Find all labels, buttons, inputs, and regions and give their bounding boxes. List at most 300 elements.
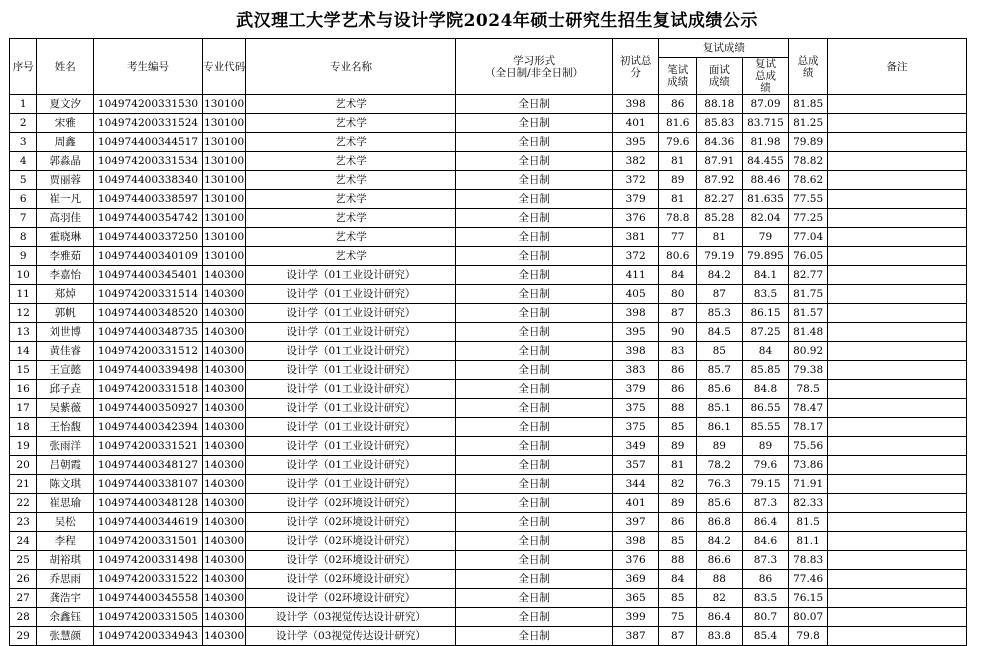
written-cell: 87 bbox=[659, 627, 697, 646]
seq-cell: 23 bbox=[10, 513, 37, 532]
remarks-cell bbox=[827, 475, 966, 494]
written-cell: 90 bbox=[659, 323, 697, 342]
study-mode-cell: 全日制 bbox=[456, 304, 612, 323]
name-cell: 张雨洋 bbox=[37, 437, 94, 456]
exam-id-cell: 104974400348127 bbox=[94, 456, 203, 475]
name-cell: 李程 bbox=[37, 532, 94, 551]
total-cell: 81.25 bbox=[789, 114, 828, 133]
major-code-cell: 140300 bbox=[202, 589, 246, 608]
initial-total-cell: 381 bbox=[612, 228, 659, 247]
written-cell: 82 bbox=[659, 475, 697, 494]
major-code-cell: 140300 bbox=[202, 342, 246, 361]
study-mode-cell: 全日制 bbox=[456, 589, 612, 608]
written-cell: 88 bbox=[659, 551, 697, 570]
retest-total-cell: 79.15 bbox=[742, 475, 789, 494]
interview-cell: 85 bbox=[696, 342, 742, 361]
name-cell: 吴松 bbox=[37, 513, 94, 532]
major-name-cell: 设计学（01工业设计研究） bbox=[246, 475, 456, 494]
study-mode-cell: 全日制 bbox=[456, 95, 612, 114]
major-code-cell: 130100 bbox=[202, 133, 246, 152]
written-cell: 85 bbox=[659, 589, 697, 608]
name-cell: 崔思瑜 bbox=[37, 494, 94, 513]
major-name-cell: 设计学（01工业设计研究） bbox=[246, 437, 456, 456]
written-cell: 84 bbox=[659, 266, 697, 285]
retest-total-cell: 86.15 bbox=[742, 304, 789, 323]
name-cell: 刘世博 bbox=[37, 323, 94, 342]
exam-id-cell: 104974200331512 bbox=[94, 342, 203, 361]
major-name-cell: 设计学（01工业设计研究） bbox=[246, 380, 456, 399]
table-row bbox=[10, 266, 967, 285]
remarks-cell bbox=[827, 247, 966, 266]
name-cell: 吕朝霞 bbox=[37, 456, 94, 475]
study-mode-cell: 全日制 bbox=[456, 171, 612, 190]
written-cell: 86 bbox=[659, 95, 697, 114]
retest-total-cell: 89 bbox=[742, 437, 789, 456]
initial-total-cell: 372 bbox=[612, 247, 659, 266]
name-cell: 贾丽蓉 bbox=[37, 171, 94, 190]
interview-cell: 85.6 bbox=[696, 494, 742, 513]
initial-total-cell: 375 bbox=[612, 399, 659, 418]
remarks-cell bbox=[827, 266, 966, 285]
total-cell: 80.07 bbox=[789, 608, 828, 627]
remarks-cell bbox=[827, 342, 966, 361]
major-name-cell: 设计学（02环境设计研究） bbox=[246, 513, 456, 532]
initial-total-cell: 376 bbox=[612, 209, 659, 228]
initial-total-cell: 395 bbox=[612, 133, 659, 152]
initial-total-cell: 376 bbox=[612, 551, 659, 570]
table-row bbox=[10, 304, 967, 323]
major-code-cell: 140300 bbox=[202, 361, 246, 380]
initial-total-cell: 349 bbox=[612, 437, 659, 456]
table-row bbox=[10, 437, 967, 456]
total-cell: 78.5 bbox=[789, 380, 828, 399]
written-cell: 83 bbox=[659, 342, 697, 361]
written-cell: 85 bbox=[659, 532, 697, 551]
retest-total-cell: 86.4 bbox=[742, 513, 789, 532]
exam-id-cell: 104974400354742 bbox=[94, 209, 203, 228]
initial-total-cell: 399 bbox=[612, 608, 659, 627]
major-name-cell: 设计学（02环境设计研究） bbox=[246, 570, 456, 589]
study-mode-cell: 全日制 bbox=[456, 608, 612, 627]
table-row bbox=[10, 494, 967, 513]
interview-cell: 85.7 bbox=[696, 361, 742, 380]
header-name: 姓名 bbox=[37, 39, 94, 95]
study-mode-cell: 全日制 bbox=[456, 494, 612, 513]
total-cell: 81.5 bbox=[789, 513, 828, 532]
study-mode-cell: 全日制 bbox=[456, 437, 612, 456]
exam-id-cell: 104974200331521 bbox=[94, 437, 203, 456]
major-code-cell: 140300 bbox=[202, 418, 246, 437]
major-name-cell: 设计学（01工业设计研究） bbox=[246, 418, 456, 437]
written-cell: 81.6 bbox=[659, 114, 697, 133]
remarks-cell bbox=[827, 323, 966, 342]
remarks-cell bbox=[827, 608, 966, 627]
table-row bbox=[10, 608, 967, 627]
seq-cell: 26 bbox=[10, 570, 37, 589]
total-cell: 76.05 bbox=[789, 247, 828, 266]
study-mode-cell: 全日制 bbox=[456, 418, 612, 437]
interview-cell: 89 bbox=[696, 437, 742, 456]
initial-total-cell: 398 bbox=[612, 342, 659, 361]
table-row bbox=[10, 456, 967, 475]
initial-total-cell: 383 bbox=[612, 361, 659, 380]
exam-id-cell: 104974200331514 bbox=[94, 285, 203, 304]
header-written: 笔试成绩 bbox=[659, 58, 697, 95]
interview-cell: 85.28 bbox=[696, 209, 742, 228]
interview-cell: 82.27 bbox=[696, 190, 742, 209]
seq-cell: 20 bbox=[10, 456, 37, 475]
major-name-cell: 艺术学 bbox=[246, 133, 456, 152]
retest-total-cell: 82.04 bbox=[742, 209, 789, 228]
retest-total-cell: 86 bbox=[742, 570, 789, 589]
major-name-cell: 设计学（03视觉传达设计研究） bbox=[246, 627, 456, 646]
study-mode-cell: 全日制 bbox=[456, 228, 612, 247]
table-row bbox=[10, 209, 967, 228]
total-cell: 80.92 bbox=[789, 342, 828, 361]
major-code-cell: 130100 bbox=[202, 247, 246, 266]
interview-cell: 76.3 bbox=[696, 475, 742, 494]
retest-total-cell: 84.8 bbox=[742, 380, 789, 399]
name-cell: 王怡馥 bbox=[37, 418, 94, 437]
study-mode-cell: 全日制 bbox=[456, 361, 612, 380]
retest-total-cell: 84.1 bbox=[742, 266, 789, 285]
total-cell: 81.57 bbox=[789, 304, 828, 323]
name-cell: 乔思雨 bbox=[37, 570, 94, 589]
remarks-cell bbox=[827, 114, 966, 133]
name-cell: 霍晓琳 bbox=[37, 228, 94, 247]
header-study-mode-sub: （全日制/非全日制） bbox=[485, 66, 584, 79]
written-cell: 81 bbox=[659, 152, 697, 171]
seq-cell: 10 bbox=[10, 266, 37, 285]
major-code-cell: 140300 bbox=[202, 494, 246, 513]
exam-id-cell: 104974200331518 bbox=[94, 380, 203, 399]
initial-total-cell: 395 bbox=[612, 323, 659, 342]
page-title: 武汉理工大学艺术与设计学院2024年硕士研究生招生复试成绩公示 bbox=[236, 11, 758, 31]
header-retest-group: 复试成绩 bbox=[659, 39, 789, 58]
major-name-cell: 艺术学 bbox=[246, 209, 456, 228]
remarks-cell bbox=[827, 285, 966, 304]
seq-cell: 22 bbox=[10, 494, 37, 513]
exam-id-cell: 104974400350927 bbox=[94, 399, 203, 418]
table-row bbox=[10, 380, 967, 399]
table-row bbox=[10, 95, 967, 114]
retest-total-cell: 81.635 bbox=[742, 190, 789, 209]
interview-cell: 85.3 bbox=[696, 304, 742, 323]
table-row bbox=[10, 285, 967, 304]
initial-total-cell: 365 bbox=[612, 589, 659, 608]
table-row bbox=[10, 323, 967, 342]
remarks-cell bbox=[827, 361, 966, 380]
initial-total-cell: 369 bbox=[612, 570, 659, 589]
name-cell: 李雅茹 bbox=[37, 247, 94, 266]
exam-id-cell: 104974400345401 bbox=[94, 266, 203, 285]
interview-cell: 84.5 bbox=[696, 323, 742, 342]
major-name-cell: 设计学（03视觉传达设计研究） bbox=[246, 608, 456, 627]
study-mode-cell: 全日制 bbox=[456, 266, 612, 285]
total-cell: 81.48 bbox=[789, 323, 828, 342]
major-code-cell: 140300 bbox=[202, 475, 246, 494]
major-name-cell: 设计学（02环境设计研究） bbox=[246, 589, 456, 608]
major-code-cell: 140300 bbox=[202, 627, 246, 646]
remarks-cell bbox=[827, 152, 966, 171]
remarks-cell bbox=[827, 209, 966, 228]
written-cell: 80.6 bbox=[659, 247, 697, 266]
major-name-cell: 艺术学 bbox=[246, 114, 456, 133]
interview-cell: 87 bbox=[696, 285, 742, 304]
exam-id-cell: 104974400344517 bbox=[94, 133, 203, 152]
table-row bbox=[10, 114, 967, 133]
seq-cell: 4 bbox=[10, 152, 37, 171]
retest-total-cell: 87.09 bbox=[742, 95, 789, 114]
seq-cell: 6 bbox=[10, 190, 37, 209]
retest-total-cell: 85.85 bbox=[742, 361, 789, 380]
study-mode-cell: 全日制 bbox=[456, 114, 612, 133]
study-mode-cell: 全日制 bbox=[456, 380, 612, 399]
initial-total-cell: 401 bbox=[612, 494, 659, 513]
written-cell: 89 bbox=[659, 494, 697, 513]
interview-cell: 84.2 bbox=[696, 266, 742, 285]
initial-total-cell: 379 bbox=[612, 380, 659, 399]
remarks-cell bbox=[827, 437, 966, 456]
remarks-cell bbox=[827, 570, 966, 589]
major-code-cell: 140300 bbox=[202, 266, 246, 285]
name-cell: 陈文琪 bbox=[37, 475, 94, 494]
name-cell: 黄佳睿 bbox=[37, 342, 94, 361]
remarks-cell bbox=[827, 456, 966, 475]
written-cell: 81 bbox=[659, 190, 697, 209]
study-mode-cell: 全日制 bbox=[456, 532, 612, 551]
seq-cell: 2 bbox=[10, 114, 37, 133]
table-row bbox=[10, 152, 967, 171]
study-mode-cell: 全日制 bbox=[456, 513, 612, 532]
seq-cell: 12 bbox=[10, 304, 37, 323]
seq-cell: 29 bbox=[10, 627, 37, 646]
retest-total-cell: 87.25 bbox=[742, 323, 789, 342]
remarks-cell bbox=[827, 133, 966, 152]
remarks-cell bbox=[827, 190, 966, 209]
table-row bbox=[10, 228, 967, 247]
study-mode-cell: 全日制 bbox=[456, 190, 612, 209]
seq-cell: 25 bbox=[10, 551, 37, 570]
major-name-cell: 设计学（02环境设计研究） bbox=[246, 494, 456, 513]
major-name-cell: 设计学（01工业设计研究） bbox=[246, 399, 456, 418]
exam-id-cell: 104974200331498 bbox=[94, 551, 203, 570]
header-retest-total: 复试总成绩 bbox=[742, 58, 789, 95]
total-cell: 79.38 bbox=[789, 361, 828, 380]
exam-id-cell: 104974400337250 bbox=[94, 228, 203, 247]
seq-cell: 15 bbox=[10, 361, 37, 380]
interview-cell: 84.2 bbox=[696, 532, 742, 551]
retest-total-cell: 83.5 bbox=[742, 285, 789, 304]
exam-id-cell: 104974400340109 bbox=[94, 247, 203, 266]
written-cell: 87 bbox=[659, 304, 697, 323]
retest-total-cell: 86.55 bbox=[742, 399, 789, 418]
major-name-cell: 艺术学 bbox=[246, 95, 456, 114]
retest-total-cell: 79.6 bbox=[742, 456, 789, 475]
seq-cell: 9 bbox=[10, 247, 37, 266]
major-code-cell: 140300 bbox=[202, 285, 246, 304]
major-code-cell: 140300 bbox=[202, 513, 246, 532]
initial-total-cell: 411 bbox=[612, 266, 659, 285]
exam-id-cell: 104974400348735 bbox=[94, 323, 203, 342]
header-major-code: 专业代码 bbox=[202, 39, 246, 95]
major-code-cell: 130100 bbox=[202, 190, 246, 209]
remarks-cell bbox=[827, 627, 966, 646]
exam-id-cell: 104974200331522 bbox=[94, 570, 203, 589]
exam-id-cell: 104974400348128 bbox=[94, 494, 203, 513]
retest-total-cell: 81.98 bbox=[742, 133, 789, 152]
total-cell: 81.1 bbox=[789, 532, 828, 551]
name-cell: 胡裕琪 bbox=[37, 551, 94, 570]
study-mode-cell: 全日制 bbox=[456, 551, 612, 570]
study-mode-cell: 全日制 bbox=[456, 627, 612, 646]
study-mode-cell: 全日制 bbox=[456, 247, 612, 266]
major-name-cell: 艺术学 bbox=[246, 190, 456, 209]
header-remarks: 备注 bbox=[827, 39, 966, 95]
interview-cell: 79.19 bbox=[696, 247, 742, 266]
major-name-cell: 艺术学 bbox=[246, 171, 456, 190]
remarks-cell bbox=[827, 589, 966, 608]
table-row bbox=[10, 133, 967, 152]
remarks-cell bbox=[827, 532, 966, 551]
initial-total-cell: 387 bbox=[612, 627, 659, 646]
seq-cell: 18 bbox=[10, 418, 37, 437]
major-code-cell: 130100 bbox=[202, 152, 246, 171]
total-cell: 82.33 bbox=[789, 494, 828, 513]
remarks-cell bbox=[827, 494, 966, 513]
study-mode-cell: 全日制 bbox=[456, 133, 612, 152]
retest-total-cell: 83.715 bbox=[742, 114, 789, 133]
name-cell: 余鑫钰 bbox=[37, 608, 94, 627]
remarks-cell bbox=[827, 171, 966, 190]
initial-total-cell: 375 bbox=[612, 418, 659, 437]
major-code-cell: 140300 bbox=[202, 304, 246, 323]
name-cell: 夏文汐 bbox=[37, 95, 94, 114]
name-cell: 周鑫 bbox=[37, 133, 94, 152]
exam-id-cell: 104974200331534 bbox=[94, 152, 203, 171]
study-mode-cell: 全日制 bbox=[456, 342, 612, 361]
remarks-cell bbox=[827, 228, 966, 247]
exam-id-cell: 104974400338340 bbox=[94, 171, 203, 190]
seq-cell: 21 bbox=[10, 475, 37, 494]
major-name-cell: 设计学（01工业设计研究） bbox=[246, 361, 456, 380]
total-cell: 78.47 bbox=[789, 399, 828, 418]
seq-cell: 17 bbox=[10, 399, 37, 418]
retest-total-cell: 80.7 bbox=[742, 608, 789, 627]
table-row bbox=[10, 475, 967, 494]
exam-id-cell: 104974200331524 bbox=[94, 114, 203, 133]
name-cell: 李嘉怡 bbox=[37, 266, 94, 285]
header-study-mode bbox=[456, 39, 612, 95]
written-cell: 75 bbox=[659, 608, 697, 627]
written-cell: 77 bbox=[659, 228, 697, 247]
header-seq: 序号 bbox=[10, 39, 37, 95]
major-code-cell: 140300 bbox=[202, 532, 246, 551]
seq-cell: 8 bbox=[10, 228, 37, 247]
retest-total-cell: 83.5 bbox=[742, 589, 789, 608]
seq-cell: 16 bbox=[10, 380, 37, 399]
table-row bbox=[10, 247, 967, 266]
exam-id-cell: 104974400338597 bbox=[94, 190, 203, 209]
remarks-cell bbox=[827, 513, 966, 532]
results-table bbox=[9, 38, 967, 646]
major-name-cell: 设计学（01工业设计研究） bbox=[246, 304, 456, 323]
table-row bbox=[10, 513, 967, 532]
major-name-cell: 设计学（01工业设计研究） bbox=[246, 342, 456, 361]
header-study-mode-label: 学习形式 bbox=[513, 54, 556, 67]
interview-cell: 82 bbox=[696, 589, 742, 608]
interview-cell: 86.8 bbox=[696, 513, 742, 532]
written-cell: 86 bbox=[659, 513, 697, 532]
initial-total-cell: 405 bbox=[612, 285, 659, 304]
header-exam-id: 考生编号 bbox=[94, 39, 203, 95]
written-cell: 81 bbox=[659, 456, 697, 475]
major-code-cell: 140300 bbox=[202, 608, 246, 627]
seq-cell: 28 bbox=[10, 608, 37, 627]
total-cell: 71.91 bbox=[789, 475, 828, 494]
table-row bbox=[10, 342, 967, 361]
total-cell: 79.8 bbox=[789, 627, 828, 646]
major-code-cell: 140300 bbox=[202, 437, 246, 456]
initial-total-cell: 344 bbox=[612, 475, 659, 494]
exam-id-cell: 104974200331505 bbox=[94, 608, 203, 627]
major-name-cell: 设计学（01工业设计研究） bbox=[246, 456, 456, 475]
retest-total-cell: 87.3 bbox=[742, 494, 789, 513]
study-mode-cell: 全日制 bbox=[456, 152, 612, 171]
table-row bbox=[10, 171, 967, 190]
interview-cell: 84.36 bbox=[696, 133, 742, 152]
major-code-cell: 140300 bbox=[202, 399, 246, 418]
name-cell: 邱子垚 bbox=[37, 380, 94, 399]
table-row bbox=[10, 551, 967, 570]
retest-total-cell: 79.895 bbox=[742, 247, 789, 266]
name-cell: 张慧颜 bbox=[37, 627, 94, 646]
major-name-cell: 设计学（01工业设计研究） bbox=[246, 266, 456, 285]
table-row bbox=[10, 190, 967, 209]
major-code-cell: 130100 bbox=[202, 228, 246, 247]
seq-cell: 11 bbox=[10, 285, 37, 304]
initial-total-cell: 401 bbox=[612, 114, 659, 133]
name-cell: 崔一凡 bbox=[37, 190, 94, 209]
table-row bbox=[10, 570, 967, 589]
initial-total-cell: 372 bbox=[612, 171, 659, 190]
seq-cell: 3 bbox=[10, 133, 37, 152]
name-cell: 高羽佳 bbox=[37, 209, 94, 228]
name-cell: 郭帆 bbox=[37, 304, 94, 323]
major-code-cell: 140300 bbox=[202, 456, 246, 475]
written-cell: 85 bbox=[659, 418, 697, 437]
study-mode-cell: 全日制 bbox=[456, 475, 612, 494]
initial-total-cell: 379 bbox=[612, 190, 659, 209]
seq-cell: 1 bbox=[10, 95, 37, 114]
seq-cell: 5 bbox=[10, 171, 37, 190]
total-cell: 78.62 bbox=[789, 171, 828, 190]
total-cell: 75.56 bbox=[789, 437, 828, 456]
written-cell: 89 bbox=[659, 437, 697, 456]
retest-total-cell: 85.55 bbox=[742, 418, 789, 437]
written-cell: 84 bbox=[659, 570, 697, 589]
interview-cell: 81 bbox=[696, 228, 742, 247]
written-cell: 86 bbox=[659, 361, 697, 380]
total-cell: 76.15 bbox=[789, 589, 828, 608]
major-name-cell: 艺术学 bbox=[246, 247, 456, 266]
name-cell: 郑焯 bbox=[37, 285, 94, 304]
study-mode-cell: 全日制 bbox=[456, 570, 612, 589]
seq-cell: 19 bbox=[10, 437, 37, 456]
remarks-cell bbox=[827, 399, 966, 418]
written-cell: 79.6 bbox=[659, 133, 697, 152]
interview-cell: 87.91 bbox=[696, 152, 742, 171]
